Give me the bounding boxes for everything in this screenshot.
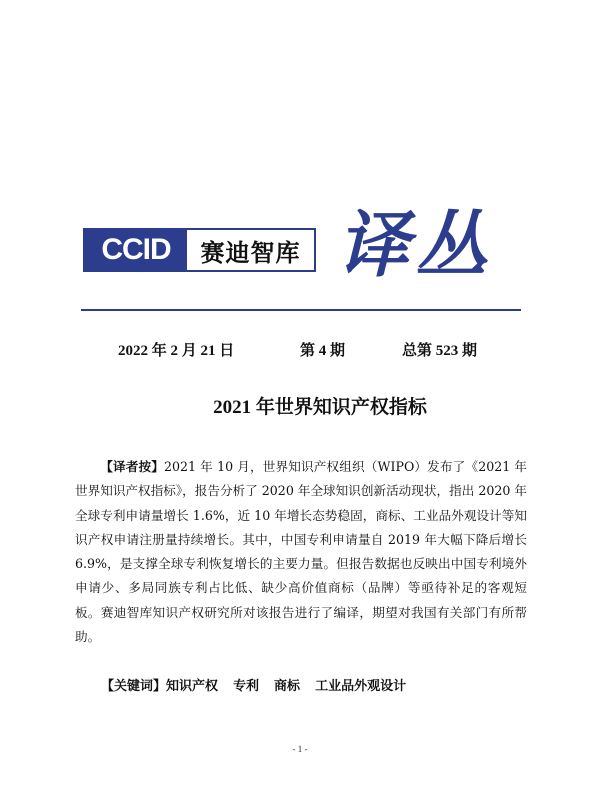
keyword-item: 专利: [233, 679, 260, 694]
keywords: [101, 677, 541, 697]
translator-note-label: 【译者按】: [100, 459, 164, 474]
issue-date: 2022 年 2 月 21 日: [118, 343, 235, 359]
logo-mark: CCID: [85, 230, 187, 270]
page-number: - 1 -: [292, 744, 308, 754]
masthead-divider: [81, 309, 521, 311]
keyword-item: 工业品外观设计: [315, 679, 407, 694]
issue-number: 第 4 期: [300, 343, 346, 359]
issue-total-number: 总第 523 期: [402, 343, 478, 359]
keyword-item: 商标: [274, 679, 301, 694]
page-title: 2021 年世界知识产权指标: [213, 397, 427, 418]
translator-note-text: 2021 年 10 月，世界知识产权组织（WIPO）发布了《2021 年世界知识产权指标》，报告分析了 2020 年全球知识创新活动现状，指出 2020 年全球专利申请量增长 1.6%，近 10 年增长态势稳固，商标、工业品外观设计等知识产权申请注册量持续增长。其中，中国专利申请量自 2019 年大幅下降后增长 6.9%，是支撑全球专利恢复增长的主要力量。但报告数据也反映出中国专利境外申请少、多局同族专利占比低、缺少高价值商标（品牌）等亟待补足的客观短板。赛迪智库知识产权研究所对该报告进行了编译，期望对我国有关部门有所帮助。: [75, 459, 527, 645]
keywords-label: 【关键词】: [101, 679, 167, 694]
series-title: 译丛: [337, 202, 494, 287]
logo-text: 赛迪智库: [200, 238, 301, 267]
ccid-logo: [83, 228, 316, 272]
translator-note: [75, 455, 527, 649]
keyword-item: 知识产权: [166, 679, 219, 694]
